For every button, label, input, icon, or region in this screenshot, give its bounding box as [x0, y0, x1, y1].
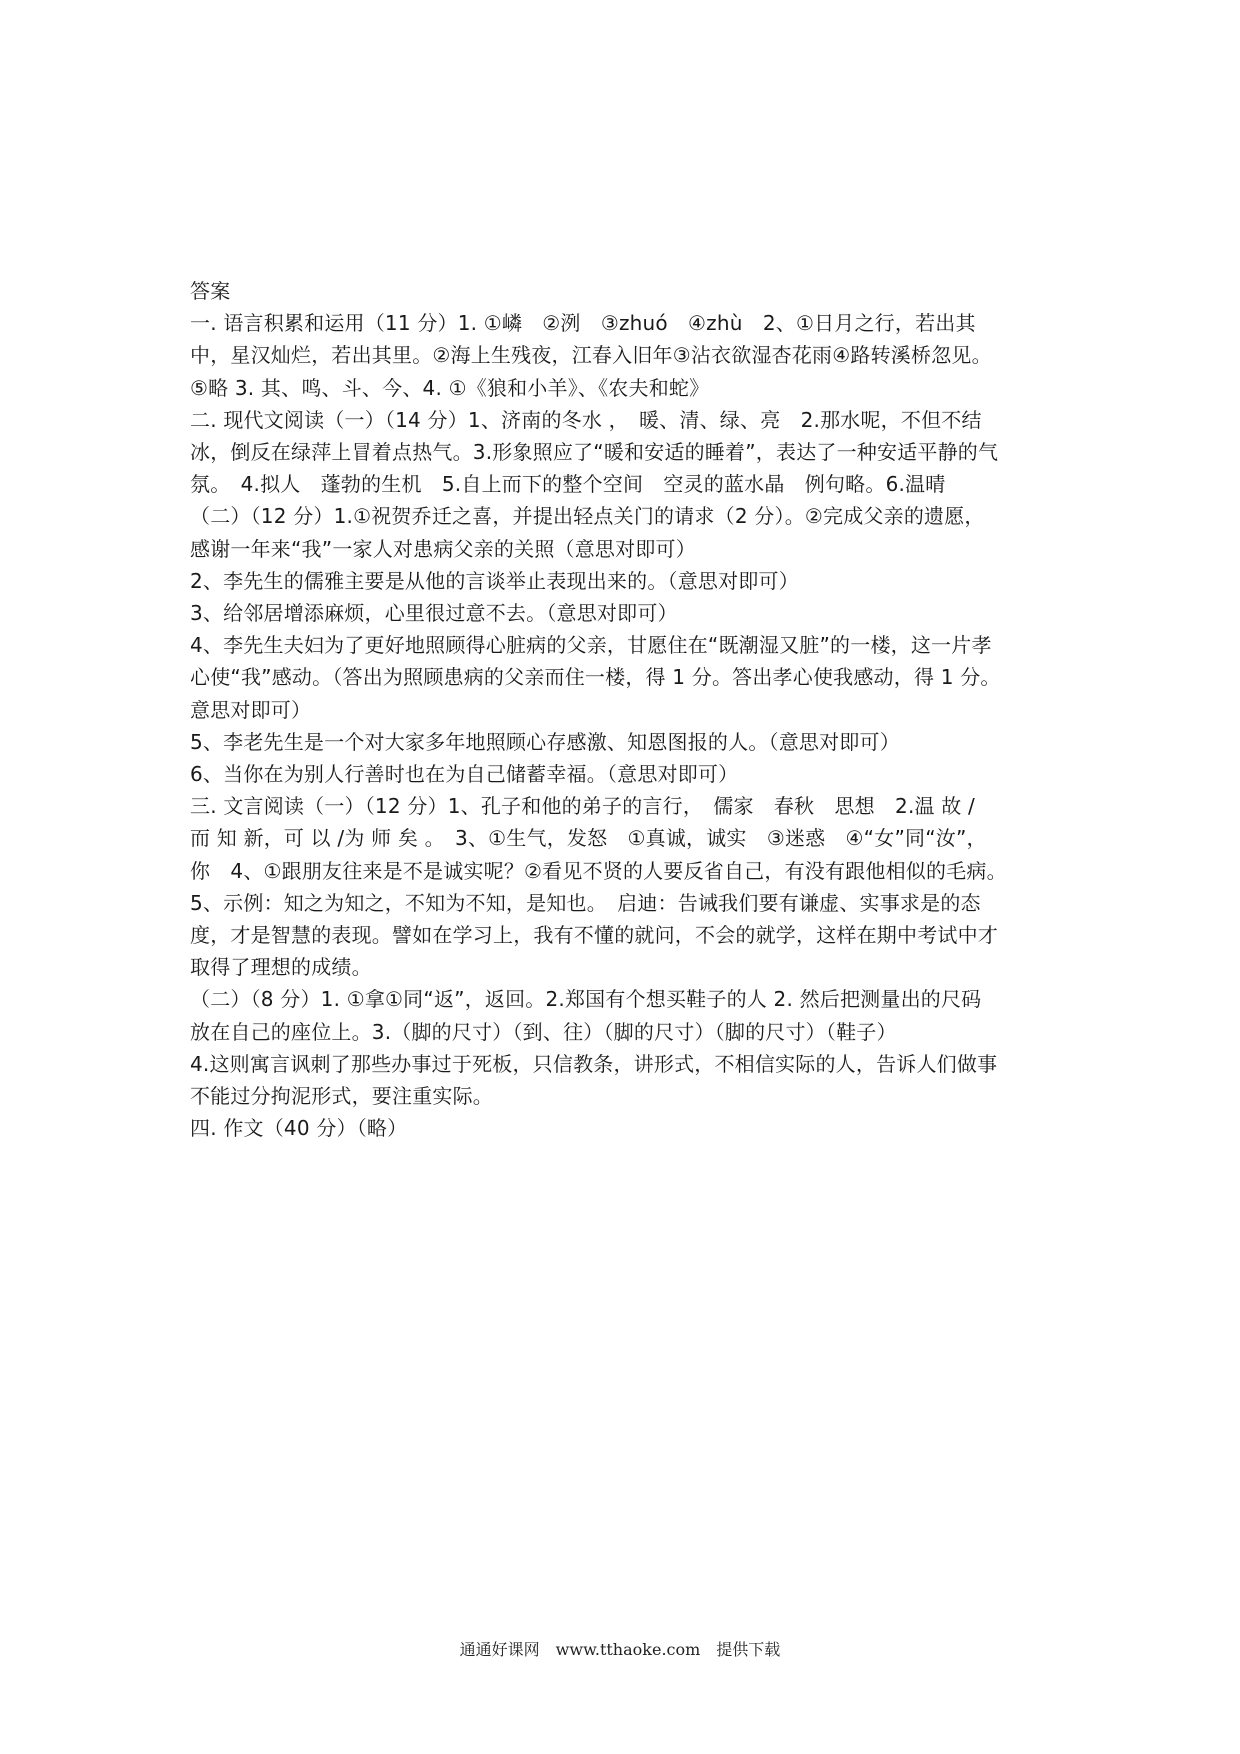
text-line: 你 4、①跟朋友往来是不是诚实呢？②看见不贤的人要反省自己，有没有跟他相似的毛病。	[190, 858, 1007, 883]
text-line: 冰，倒反在绿萍上冒着点热气。3.形象照应了“暖和安适的睡着”，表达了一种安适平静的气	[190, 440, 999, 465]
text-line: 4.这则寓言讽刺了那些办事过于死板，只信教条，讲形式，不相信实际的人，告诉人们做事	[190, 1051, 998, 1076]
text-line: ⑤略 3. 其、鸣、斗、今、4. ①《狼和小羊》、《农夫和蛇》	[190, 375, 710, 400]
text-line: 一. 语言积累和运用（11 分）1. ①嶙 ②洌 ③zhuó ④zhù 2、①日月之行，若出其	[190, 311, 976, 336]
footer-source-text: 通通好课网 www.tthaoke.com 提供下载	[459, 1640, 781, 1659]
text-line: （二）（8 分）1. ①拿①同“返”，返回。2.郑国有个想买鞋子的人 2. 然后把测量出的尺码	[190, 987, 982, 1012]
text-line: 中，星汉灿烂，若出其里。②海上生残夜，江春入旧年③沾衣欲湿杏花雨④路转溪桥忽见。	[190, 343, 992, 368]
text-line: 度，才是智慧的表现。譬如在学习上，我有不懂的就问，不会的就学，这样在期中考试中才	[190, 923, 998, 948]
text-line: 不能过分拘泥形式，要注重实际。	[190, 1084, 493, 1109]
answer-title: 答案	[190, 279, 231, 303]
text-line: 2、李先生的儒雅主要是从他的言谈举止表现出来的。（意思对即可）	[190, 568, 799, 593]
text-line: 感谢一年来“我”一家人对患病父亲的关照（意思对即可）	[190, 536, 696, 561]
text-line: 二. 现代文阅读（一）（14 分）1、济南的冬水 ， 暖、清、绿、亮 2.那水呢，不但不结	[190, 407, 982, 432]
text-line: 三. 文言阅读（一）（12 分）1、孔子和他的弟子的言行， 儒家 春秋 思想 2.温 故 /	[190, 794, 975, 819]
text-line: 四. 作文（40 分）（略）	[190, 1116, 408, 1141]
text-line: 5、示例：知之为知之，不知为不知，是知也。 启迪：告诫我们要有谦虚、实事求是的态	[190, 890, 981, 915]
text-line: 5、李老先生是一个对大家多年地照顾心存感激、知恩图报的人。（意思对即可）	[190, 729, 900, 754]
text-line: 而 知 新，可 以 /为 师 矣 。 3、①生气，发怒 ①真诚，诚实 ③迷惑 ④“女”同“汝”，	[190, 826, 987, 851]
text-line: 4、李先生夫妇为了更好地照顾得心脏病的父亲，甘愿住在“既潮湿又脏”的一楼，这一片孝	[190, 633, 992, 658]
answer-key-body	[190, 275, 1060, 1144]
text-line: 心使“我”感动。（答出为照顾患病的父亲而住一楼，得 1 分。答出孝心使我感动，得 1 分。	[190, 665, 1001, 690]
text-line: 放在自己的座位上。3.（脚的尺寸）（到、往）（脚的尺寸）（脚的尺寸）（鞋子）	[190, 1019, 897, 1044]
text-line: 6、当你在为别人行善时也在为自己储蓄幸福。（意思对即可）	[190, 762, 739, 787]
text-line: 3、给邻居增添麻烦，心里很过意不去。（意思对即可）	[190, 601, 678, 626]
text-line: （二）（12 分）1.①祝贺乔迁之喜，并提出轻点关门的请求（2 分）。②完成父亲的遗愿，	[190, 504, 985, 529]
text-line: 意思对即可）	[190, 697, 312, 722]
text-line: 取得了理想的成绩。	[190, 955, 372, 980]
text-line: 氛。 4.拟人 蓬勃的生机 5.自上而下的整个空间 空灵的蓝水晶 例句略。6.温晴	[190, 472, 946, 497]
